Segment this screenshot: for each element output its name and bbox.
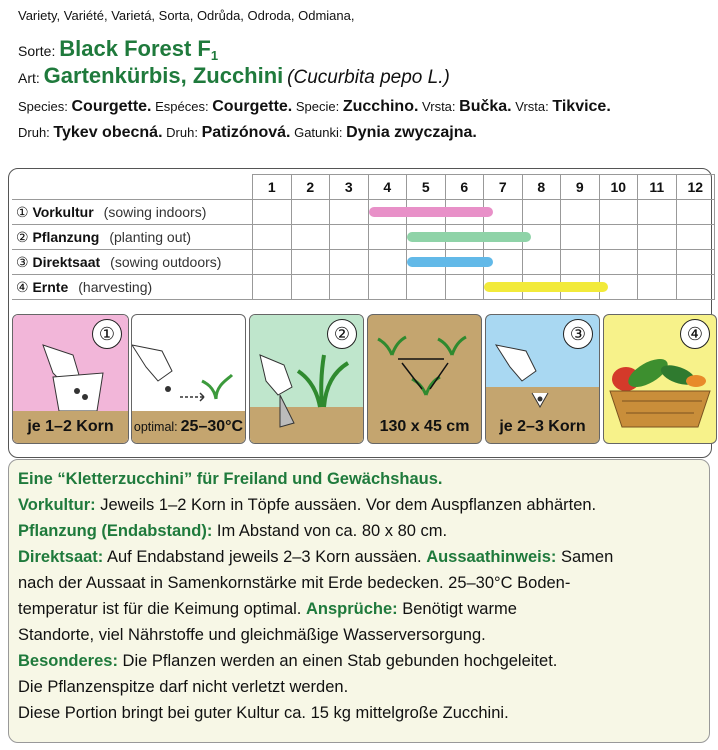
month-header: 12 (676, 175, 715, 200)
month-cell (445, 200, 484, 225)
vorkultur-label: Vorkultur: (18, 496, 96, 514)
caption-temperature: 25–30°C (180, 418, 244, 435)
species-label: Vrsta: (422, 99, 456, 114)
month-cell (676, 225, 715, 250)
month-cell (522, 275, 561, 300)
sorte-sub: 1 (210, 47, 219, 63)
species-label: Vrsta: (515, 99, 549, 114)
month-cell (484, 200, 523, 225)
info-pflanzung (18, 518, 447, 544)
month-cell (638, 250, 677, 275)
month-cell (484, 225, 523, 250)
month-header: 5 (407, 175, 446, 200)
druh-value: Patizónová. (201, 124, 291, 141)
month-cell (522, 225, 561, 250)
month-cell (291, 275, 330, 300)
row-number: ③ (16, 253, 29, 270)
month-cell (407, 200, 446, 225)
aussaat-text: Samen (556, 548, 614, 566)
month-cell (484, 275, 523, 300)
info-line-9: Die Pflanzenspitze darf nicht verletzt werden. (18, 678, 349, 696)
month-cell (599, 250, 638, 275)
besonderes-text: Die Pflanzen werden an einen Stab gebunden hochgeleitet. (117, 652, 558, 670)
month-cell (368, 225, 407, 250)
month-cell (638, 275, 677, 300)
month-cell (445, 225, 484, 250)
month-cell (253, 200, 292, 225)
month-cell (368, 250, 407, 275)
month-cell (676, 250, 715, 275)
art-latin: (Cucurbita pepo L.) (287, 67, 450, 88)
panel-caption (132, 411, 245, 443)
panel-sowing-indoors (12, 314, 129, 444)
row-number: ① (16, 203, 29, 220)
month-header: 6 (445, 175, 484, 200)
panel-harvest (603, 314, 717, 444)
month-header: 8 (522, 175, 561, 200)
druh-value: Tykev obecná. (53, 124, 163, 141)
row-label-en: (harvesting) (78, 278, 153, 295)
month-header: 10 (599, 175, 638, 200)
row-label-en: (sowing outdoors) (110, 253, 222, 270)
month-cell (561, 275, 600, 300)
month-cell (599, 200, 638, 225)
caption-optimal-label: optimal: (133, 420, 178, 434)
info-line-7: Standorte, viel Nährstoffe und gleichmäßige Wasserversorgung. (18, 626, 486, 644)
month-cell (676, 275, 715, 300)
month-cell (330, 275, 369, 300)
month-header: 1 (253, 175, 292, 200)
month-cell (638, 225, 677, 250)
month-header: 11 (638, 175, 677, 200)
druh-label: Druh: (166, 125, 198, 140)
month-cell (291, 225, 330, 250)
month-cell (330, 200, 369, 225)
calendar-row (12, 225, 715, 250)
species-value: Bučka. (459, 98, 512, 115)
month-cell (484, 250, 523, 275)
month-header: 9 (561, 175, 600, 200)
month-cell (253, 275, 292, 300)
panel-sowing-outdoors (485, 314, 600, 444)
calendar-row (12, 200, 715, 225)
druh-line (18, 124, 477, 142)
druh-label: Druh: (18, 125, 50, 140)
month-cell (561, 225, 600, 250)
month-cell (330, 250, 369, 275)
month-cell (561, 250, 600, 275)
calendar-row (12, 275, 715, 300)
species-label: Species: (18, 99, 68, 114)
row-label-en: (planting out) (109, 228, 192, 245)
month-header: 4 (368, 175, 407, 200)
sorte-line (18, 36, 218, 63)
info-line-6 (18, 596, 517, 622)
step-number-4: ④ (680, 319, 710, 349)
month-cell (599, 275, 638, 300)
month-cell (445, 250, 484, 275)
month-cell (253, 225, 292, 250)
sowing-calendar (12, 174, 715, 300)
art-value: Gartenkürbis, Zucchini (43, 63, 284, 88)
month-header: 2 (291, 175, 330, 200)
species-value: Zucchino. (342, 98, 419, 115)
panel-caption: 130 x 45 cm (368, 411, 481, 443)
species-line (18, 98, 611, 116)
row-label-de: Vorkultur (32, 203, 94, 220)
variety-labels: Variety, Variété, Varietá, Sorta, Odrůda, Odroda, Odmiana, (18, 8, 355, 23)
calendar-header-row (12, 175, 715, 200)
info-title: Eine “Kletterzucchini” für Freiland und Gewächshaus. (18, 470, 443, 488)
sorte-value: Black Forest F (59, 36, 211, 61)
info-line-5: nach der Aussaat in Samenkornstärke mit Erde bedecken. 25–30°C Boden- (18, 574, 571, 592)
info-vorkultur (18, 492, 596, 518)
panel-spacing (367, 314, 482, 444)
month-cell (599, 225, 638, 250)
calendar-corner (12, 175, 253, 200)
species-value: Courgette. (212, 98, 293, 115)
month-cell (561, 200, 600, 225)
month-cell (676, 200, 715, 225)
month-header: 7 (484, 175, 523, 200)
calendar-row-label (12, 275, 253, 300)
month-cell (407, 250, 446, 275)
info-besonderes (18, 648, 557, 674)
aussaat-label: Aussaathinweis: (426, 548, 557, 566)
month-cell (638, 200, 677, 225)
species-value: Courgette. (71, 98, 152, 115)
month-cell (330, 225, 369, 250)
month-cell (368, 275, 407, 300)
line6-text-b: Benötigt warme (397, 600, 517, 618)
besonderes-label: Besonderes: (18, 652, 118, 670)
panel-planting-out (249, 314, 364, 444)
vorkultur-text: Jeweils 1–2 Korn in Töpfe aussäen. Vor dem Auspflanzen abhärten. (95, 496, 597, 514)
direktsaat-label: Direktsaat: (18, 548, 104, 566)
panel-germination-temp (131, 314, 246, 444)
art-label: Art: (18, 70, 40, 86)
step-number-2: ② (327, 319, 357, 349)
calendar-row-label (12, 200, 253, 225)
line6-text: temperatur ist für die Keimung optimal. (18, 600, 306, 618)
pflanzung-label: Pflanzung (Endabstand): (18, 522, 213, 540)
month-header: 3 (330, 175, 369, 200)
month-cell (368, 200, 407, 225)
species-label: Espéces: (155, 99, 209, 114)
art-line (18, 63, 450, 89)
row-label-de: Ernte (32, 278, 69, 295)
info-direktsaat (18, 544, 613, 570)
druh-label: Gatunki: (294, 125, 343, 140)
pflanzung-text: Im Abstand von ca. 80 x 80 cm. (212, 522, 448, 540)
month-cell (291, 200, 330, 225)
row-number: ② (16, 228, 29, 245)
calendar-row-label (12, 225, 253, 250)
month-cell (407, 225, 446, 250)
calendar-row-label (12, 250, 253, 275)
step-number-3: ③ (563, 319, 593, 349)
calendar-row (12, 250, 715, 275)
step-number-1: ① (92, 319, 122, 349)
month-cell (253, 250, 292, 275)
month-cell (522, 200, 561, 225)
hand-seed-icon (132, 315, 245, 411)
row-label-en: (sowing indoors) (103, 203, 207, 220)
species-value: Tikvice. (552, 98, 611, 115)
row-number: ④ (16, 278, 29, 295)
info-line-10: Diese Portion bringt bei guter Kultur ca. 15 kg mittelgroße Zucchini. (18, 704, 509, 722)
month-cell (522, 250, 561, 275)
species-label: Specie: (295, 99, 340, 114)
spacing-plants-icon (368, 315, 481, 411)
panel-caption: je 1–2 Korn (13, 411, 128, 443)
month-cell (407, 275, 446, 300)
direktsaat-text: Auf Endabstand jeweils 2–3 Korn aussäen. (103, 548, 427, 566)
panel-caption: je 2–3 Korn (486, 411, 599, 443)
month-cell (291, 250, 330, 275)
ansprueche-label: Ansprüche: (305, 600, 398, 618)
sorte-label: Sorte: (18, 43, 56, 59)
row-label-de: Pflanzung (32, 228, 100, 245)
month-cell (445, 275, 484, 300)
row-label-de: Direktsaat (32, 253, 101, 270)
druh-value: Dynia zwyczajna. (346, 124, 477, 141)
